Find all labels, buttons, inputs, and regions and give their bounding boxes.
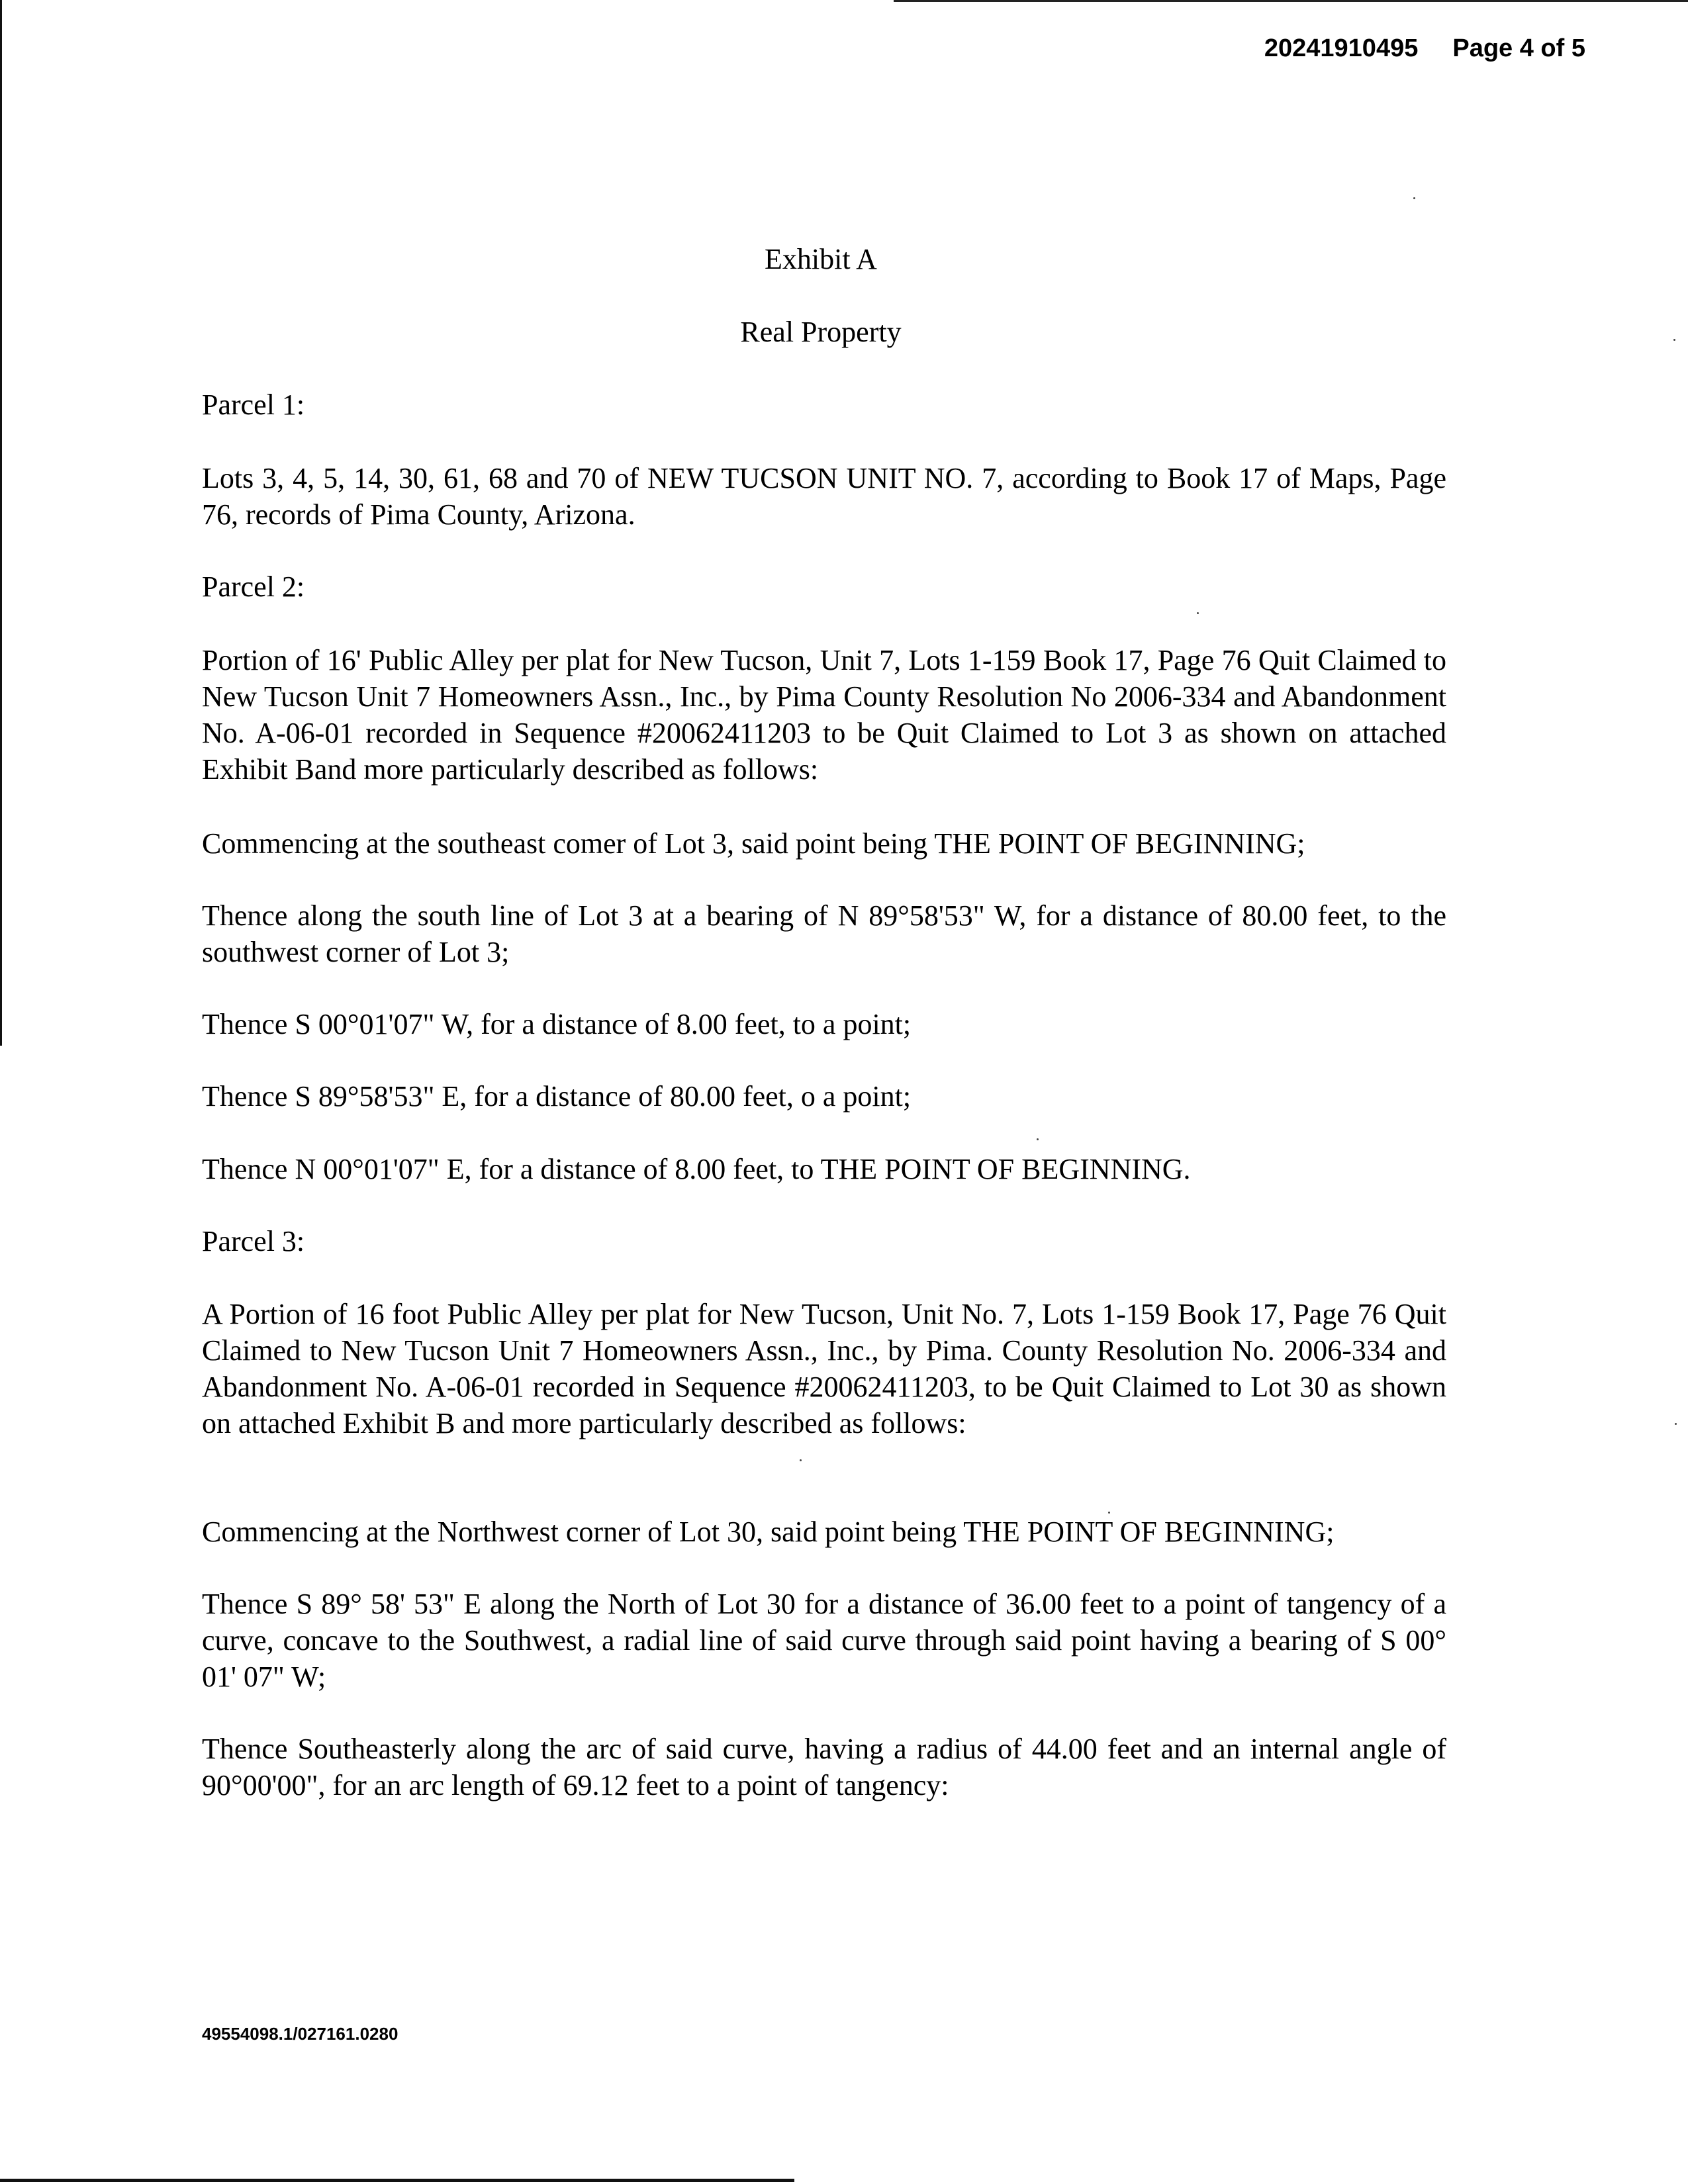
scan-speck	[1037, 1138, 1039, 1140]
scan-speck	[1675, 1423, 1677, 1425]
page-number: Page 4 of 5	[1452, 34, 1585, 62]
parcel-paragraph: Thence S 00°01'07" W, for a distance of 8.00 feet, to a point;	[202, 1008, 912, 1040]
parcel-paragraph: Thence along the south line of Lot 3 at a bearing of N 89°58'53" W, for a distance of 80.00 feet, to the southwest corner of Lot 3;	[202, 899, 1446, 968]
parcel-paragraph: Portion of 16' Public Alley per plat for New Tucson, Unit 7, Lots 1-159 Book 17, Page 76 Quit Claimed to New Tucson Unit 7 Homeowners Assn., Inc., by Pima County Resolution No 2006-334 and Abandonment No. A-06-01 recorded in Sequence #20062411203 to be Quit Claimed to Lot 3 as shown on attached Exhibit Band more particularly described as follows:	[202, 644, 1446, 786]
exhibit-subtitle: Real Property	[740, 316, 902, 348]
parcel-paragraph: Commencing at the southeast comer of Lot 3, said point being THE POINT OF BEGINNING;	[202, 827, 1305, 860]
parcel-paragraph: Thence S 89° 58' 53" E along the North of Lot 30 for a distance of 36.00 feet to a point of tangency of a curve, concave to the Southwest, a radial line of said curve through said point having a bearing of S 00° 01' 07" W;	[202, 1588, 1446, 1693]
parcel-paragraph: Commencing at the Northwest corner of Lot 30, said point being THE POINT OF BEGINNING;	[202, 1516, 1335, 1548]
parcel-heading: Parcel 2:	[202, 570, 305, 603]
scan-edge-left	[0, 0, 2, 1046]
parcel-heading: Parcel 3:	[202, 1225, 305, 1257]
scan-speck	[1197, 612, 1199, 614]
parcel-paragraph: Thence Southeasterly along the arc of said curve, having a radius of 44.00 feet and an internal angle of 90°00'00", for an arc length of 69.12 feet to a point of tangency:	[202, 1733, 1446, 1801]
exhibit-title: Exhibit A	[765, 243, 877, 275]
scan-speck	[1673, 339, 1675, 341]
parcel-paragraph: Thence N 00°01'07" E, for a distance of 8.00 feet, to THE POINT OF BEGINNING.	[202, 1153, 1191, 1185]
parcel-paragraph: Lots 3, 4, 5, 14, 30, 61, 68 and 70 of NEW TUCSON UNIT NO. 7, according to Book 17 of Maps, Page 76, records of Pima County, Arizona.	[202, 462, 1446, 531]
scan-edge-top	[894, 0, 1688, 2]
scan-speck	[1413, 197, 1415, 199]
scan-edge-bottom	[0, 2179, 794, 2182]
scan-speck	[800, 1459, 802, 1461]
page-header	[1264, 34, 1585, 63]
parcel-paragraph: Thence S 89°58'53" E, for a distance of 80.00 feet, o a point;	[202, 1080, 912, 1113]
parcel-heading: Parcel 1:	[202, 388, 305, 421]
document-id-footer: 49554098.1/027161.0280	[202, 2024, 399, 2044]
recording-number: 20241910495	[1264, 34, 1419, 62]
parcel-paragraph: A Portion of 16 foot Public Alley per plat for New Tucson, Unit No. 7, Lots 1-159 Book 17, Page 76 Quit Claimed to New Tucson Unit 7 Homeowners Assn., Inc., by Pima. County Resolution No. 2006-334 and Abandonment No. A-06-01 recorded in Sequence #20062411203, to be Quit Claimed to Lot 30 as shown on attached Exhibit B and more particularly described as follows:	[202, 1298, 1446, 1439]
